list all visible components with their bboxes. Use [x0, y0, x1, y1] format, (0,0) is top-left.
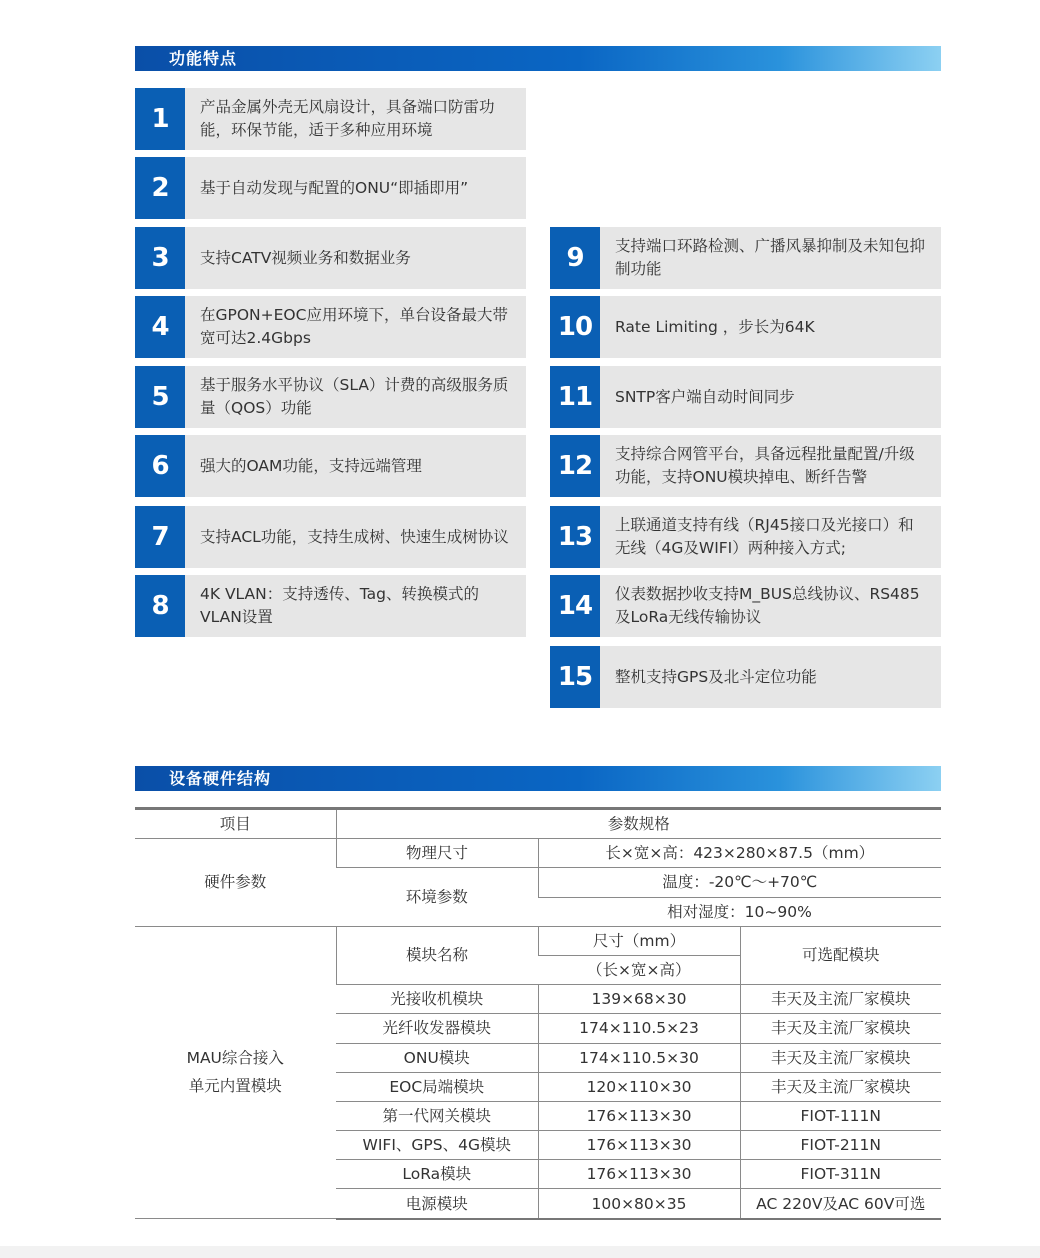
module-size: 176×113×30 [538, 1160, 740, 1189]
humidity-value: 相对湿度：10~90% [538, 897, 941, 926]
features-section-title: 功能特点 [169, 49, 238, 68]
feature-number: 13 [550, 506, 600, 568]
feature-item-12 [550, 435, 941, 497]
table-row [135, 926, 941, 955]
feature-number: 10 [550, 296, 600, 358]
col-module-name: 模块名称 [336, 926, 538, 984]
module-optional: FIOT-211N [740, 1131, 941, 1160]
feature-text: SNTP客户端自动时间同步 [615, 387, 795, 406]
feature-item-14 [550, 575, 941, 637]
feature-text: 强大的OAM功能，支持远端管理 [200, 456, 422, 475]
feature-number: 7 [135, 506, 185, 568]
module-name: 电源模块 [336, 1189, 538, 1219]
feature-text: Rate Limiting ，步长为64K [615, 317, 815, 336]
temp-value: 温度：-20℃～+70℃ [538, 868, 941, 897]
module-size: 100×80×35 [538, 1189, 740, 1219]
feature-text: 在GPON+EOC应用环境下，单台设备最大带宽可达2.4Gbps [200, 306, 508, 347]
module-name: EOC局端模块 [336, 1072, 538, 1101]
page-bottom-strip [0, 1246, 1040, 1258]
feature-item-13 [550, 506, 941, 568]
module-optional: 丰天及主流厂家模块 [740, 1043, 941, 1072]
feature-number: 1 [135, 88, 185, 150]
feature-item-1 [135, 88, 526, 150]
module-name: ONU模块 [336, 1043, 538, 1072]
feature-item-10 [550, 296, 941, 358]
module-optional: FIOT-311N [740, 1160, 941, 1189]
header-spec: 参数规格 [336, 809, 941, 839]
module-name: 光纤收发器模块 [336, 1014, 538, 1043]
module-size: 120×110×30 [538, 1072, 740, 1101]
feature-text: 产品金属外壳无风扇设计，具备端口防雷功能，环保节能，适于多种应用环境 [200, 98, 495, 139]
feature-number: 9 [550, 227, 600, 289]
feature-number: 11 [550, 366, 600, 428]
module-size: 174×110.5×30 [538, 1043, 740, 1072]
feature-text: 仪表数据抄收支持M_BUS总线协议、RS485及LoRa无线传输协议 [615, 585, 920, 626]
hardware-spec-table [135, 807, 941, 1220]
module-size: 174×110.5×23 [538, 1014, 740, 1043]
feature-number: 5 [135, 366, 185, 428]
module-optional: 丰天及主流厂家模块 [740, 985, 941, 1014]
table-row [135, 839, 941, 868]
hardware-group-label: 硬件参数 [135, 839, 336, 927]
feature-item-9 [550, 227, 941, 289]
feature-text: 上联通道支持有线（RJ45接口及光接口）和无线（4G及WIFI）两种接入方式; [615, 516, 914, 557]
hardware-section-title: 设备硬件结构 [169, 769, 272, 788]
feature-number: 2 [135, 157, 185, 219]
feature-number: 14 [550, 575, 600, 637]
feature-text: 支持端口环路检测、广播风暴抑制及未知包抑制功能 [615, 237, 926, 278]
module-size: 176×113×30 [538, 1101, 740, 1130]
feature-text: 支持CATV视频业务和数据业务 [200, 248, 411, 267]
feature-number: 8 [135, 575, 185, 637]
feature-number: 12 [550, 435, 600, 497]
feature-text: 整机支持GPS及北斗定位功能 [615, 667, 817, 686]
feature-item-8 [135, 575, 526, 637]
feature-item-15 [550, 646, 941, 708]
feature-text: 4K VLAN：支持透传、Tag、转换模式的VLAN设置 [200, 585, 479, 626]
feature-number: 4 [135, 296, 185, 358]
feature-item-5 [135, 366, 526, 428]
hardware-section-header [135, 766, 941, 791]
module-size: 176×113×30 [538, 1131, 740, 1160]
module-optional: AC 220V及AC 60V可选 [740, 1189, 941, 1219]
feature-item-7 [135, 506, 526, 568]
col-size-line2: （长×宽×高） [538, 955, 740, 984]
module-optional: 丰天及主流厂家模块 [740, 1072, 941, 1101]
feature-text: 支持ACL功能，支持生成树、快速生成树协议 [200, 527, 509, 546]
feature-item-11 [550, 366, 941, 428]
env-label: 环境参数 [336, 868, 538, 926]
feature-text: 基于自动发现与配置的ONU“即插即用” [200, 178, 469, 197]
col-optional: 可选配模块 [740, 926, 941, 984]
modules-group-label [135, 926, 336, 1218]
features-section-header [135, 46, 941, 71]
size-label: 物理尺寸 [336, 839, 538, 868]
module-size: 139×68×30 [538, 985, 740, 1014]
module-name: 光接收机模块 [336, 985, 538, 1014]
feature-item-6 [135, 435, 526, 497]
feature-number: 3 [135, 227, 185, 289]
feature-item-2 [135, 157, 526, 219]
feature-text: 支持综合网管平台，具备远程批量配置/升级功能，支持ONU模块掉电、断纤告警 [615, 445, 915, 486]
modules-group-line1: MAU综合接入 [186, 1049, 284, 1068]
module-optional: FIOT-111N [740, 1101, 941, 1130]
table-header-row [135, 809, 941, 839]
feature-item-4 [135, 296, 526, 358]
module-name: 第一代网关模块 [336, 1101, 538, 1130]
feature-number: 15 [550, 646, 600, 708]
module-name: LoRa模块 [336, 1160, 538, 1189]
module-optional: 丰天及主流厂家模块 [740, 1014, 941, 1043]
header-item: 项目 [135, 809, 336, 839]
modules-group-line2: 单元内置模块 [188, 1077, 282, 1096]
feature-item-3 [135, 227, 526, 289]
feature-number: 6 [135, 435, 185, 497]
feature-text: 基于服务水平协议（SLA）计费的高级服务质量（QOS）功能 [200, 376, 509, 417]
size-value: 长×宽×高：423×280×87.5（mm） [538, 839, 941, 868]
module-name: WIFI、GPS、4G模块 [336, 1131, 538, 1160]
col-size-line1: 尺寸（mm） [538, 926, 740, 955]
